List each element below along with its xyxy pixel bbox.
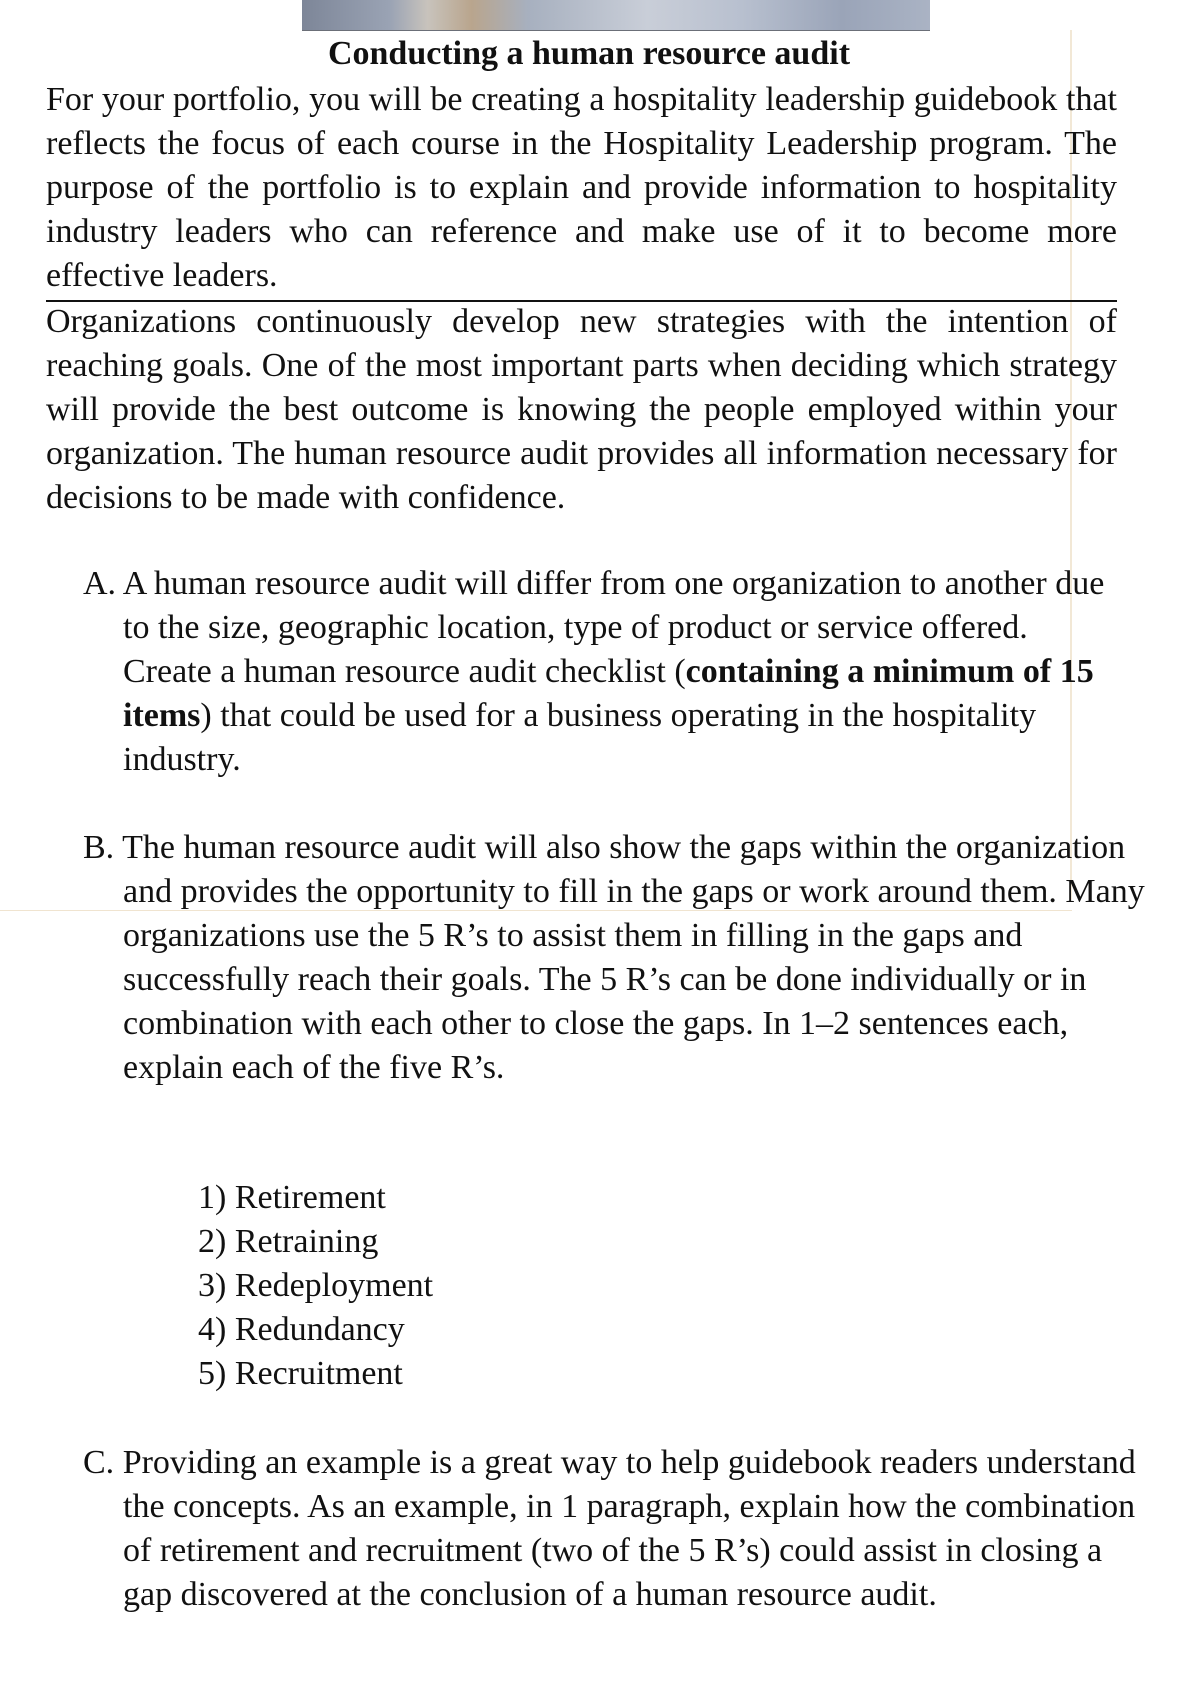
task-a bbox=[83, 562, 1123, 782]
task-b bbox=[83, 826, 1153, 1090]
task-a-text-after: ) that could be used for a business operating in the hospitality industry. bbox=[123, 697, 1037, 778]
list-item-redundancy: 4) Redundancy bbox=[198, 1311, 405, 1348]
context-paragraph: Organizations continuously develop new strategies with the intention of reaching goals. One of the most important parts when deciding which strategy will provide the best outcome is knowing the people employed within your organization. The human resource audit provides all information necessary for decisions to be made with confidence. bbox=[46, 303, 1117, 516]
task-c-marker: C. bbox=[83, 1444, 115, 1481]
five-rs-list bbox=[198, 1176, 433, 1396]
header-photo-strip bbox=[302, 0, 930, 31]
task-b-marker: B. bbox=[83, 829, 115, 866]
task-a-text-before: A human resource audit will differ from one organization to another due to the size, geographic location, type of product or service offered. Create a human resource audit checklist ( bbox=[122, 565, 1105, 690]
list-item-recruitment: 5) Recruitment bbox=[198, 1355, 403, 1392]
list-item-retirement: 1) Retirement bbox=[198, 1179, 386, 1216]
task-c bbox=[83, 1441, 1153, 1617]
task-b-text: The human resource audit will also show the gaps within the organization and provides the opportunity to fill in the gaps or work around them. Many organizations use the 5 R’s to assist them in filling in the gaps and successfully reach their goals. The 5 R’s can be done individually or in combination with each other to close the gaps. In 1–2 sentences each, explain each of the five R’s. bbox=[122, 829, 1145, 1086]
task-c-text: Providing an example is a great way to help guidebook readers understand the concepts. As an example, in 1 paragraph, explain how the combination of retirement and recruitment (two of the 5 R’s) could assist in closing a gap discovered at the conclusion of a human resource audit. bbox=[122, 1444, 1136, 1613]
intro-paragraph: For your portfolio, you will be creating a hospitality leadership guidebook that reflects the focus of each course in the Hospitality Leadership program. The purpose of the portfolio is to explain and provide information to hospitality industry leaders who can reference and make use of it to become more effective leaders. bbox=[46, 78, 1117, 302]
task-a-marker: A. bbox=[83, 565, 117, 602]
list-item-redeployment: 3) Redeployment bbox=[198, 1267, 434, 1304]
list-item-retraining: 2) Retraining bbox=[198, 1223, 379, 1260]
task-a-requirement: containing a minimum of 15 items bbox=[123, 653, 1094, 734]
document-title: Conducting a human resource audit bbox=[327, 35, 851, 72]
